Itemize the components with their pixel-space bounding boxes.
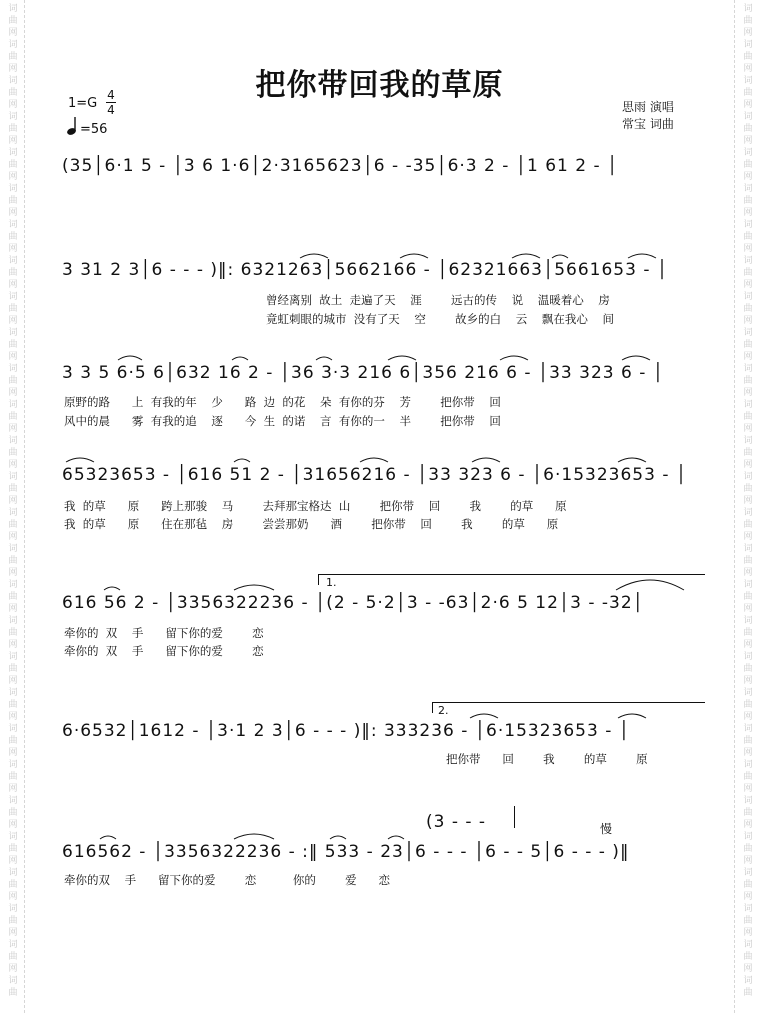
watermark-char: 词 [743, 508, 753, 518]
watermark-char: 词 [8, 76, 18, 86]
watermark-char: 曲 [8, 700, 18, 710]
slur [330, 836, 346, 839]
score-line-4: 65323653 - │616 51 2 - │31656216 - │33 323 6 - │6·15323653 - │ [62, 465, 688, 485]
watermark-char: 词 [8, 4, 18, 14]
watermark-char: 网 [743, 676, 753, 686]
watermark-char: 词 [8, 904, 18, 914]
watermark-char: 网 [8, 532, 18, 542]
watermark-char: 词 [8, 976, 18, 986]
watermark-char: 曲 [743, 700, 753, 710]
watermark-char: 网 [8, 640, 18, 650]
watermark-char: 词 [743, 868, 753, 878]
watermark-char: 网 [8, 784, 18, 794]
watermark-char: 词 [743, 328, 753, 338]
slur [512, 254, 540, 258]
watermark-char: 网 [8, 388, 18, 398]
slur [628, 254, 656, 258]
watermark-char: 曲 [8, 124, 18, 134]
watermark-char: 网 [743, 352, 753, 362]
watermark-char: 曲 [743, 772, 753, 782]
key-signature: 1=G [68, 96, 98, 111]
watermark-char: 词 [743, 796, 753, 806]
slur [66, 458, 94, 462]
watermark-char: 曲 [8, 304, 18, 314]
watermark-char: 曲 [8, 988, 18, 998]
upper-voice-notes: (3 - - - [426, 812, 487, 832]
watermark-char: 网 [8, 244, 18, 254]
slur [470, 714, 498, 718]
watermark-char: 曲 [743, 664, 753, 674]
watermark-char: 词 [8, 724, 18, 734]
watermark-char: 网 [8, 316, 18, 326]
watermark-char: 曲 [8, 232, 18, 242]
slur [388, 836, 404, 839]
watermark-char: 网 [743, 460, 753, 470]
watermark-char: 曲 [743, 232, 753, 242]
watermark-char: 词 [8, 328, 18, 338]
watermark-char: 词 [743, 652, 753, 662]
watermark-char: 词 [8, 40, 18, 50]
watermark-char: 词 [743, 544, 753, 554]
watermark-char: 曲 [743, 520, 753, 530]
watermark-char: 曲 [8, 448, 18, 458]
watermark-char: 网 [743, 640, 753, 650]
watermark-char: 网 [8, 892, 18, 902]
watermark-char: 网 [8, 676, 18, 686]
watermark-char: 网 [8, 136, 18, 146]
slur [234, 459, 250, 462]
watermark-char: 网 [8, 208, 18, 218]
watermark-char: 曲 [8, 844, 18, 854]
watermark-char: 网 [743, 928, 753, 938]
watermark-char: 曲 [743, 952, 753, 962]
lyrics-line-4-verse-1: 我 的草 原 跨上那骏 马 去拜那宝格达 山 把你带 回 我 的草 原 [64, 499, 567, 513]
lyrics-line-5-verse-1: 牵你的 双 手 留下你的爱 恋 [64, 626, 264, 640]
watermark-char: 曲 [743, 556, 753, 566]
watermark-char: 网 [8, 28, 18, 38]
watermark-char: 网 [743, 892, 753, 902]
watermark-char: 网 [743, 280, 753, 290]
slur [300, 254, 328, 258]
watermark-char: 词 [743, 472, 753, 482]
watermark-char: 曲 [8, 376, 18, 386]
watermark-char: 词 [8, 580, 18, 590]
watermark-char: 网 [743, 424, 753, 434]
slur [360, 458, 388, 462]
score-line-3: 3 3 5 6·5 6│632 16 2 - │36 3·3 216 6│356 216 6 - │33 323 6 - │ [62, 363, 664, 383]
watermark-char: 曲 [743, 340, 753, 350]
watermark-char: 网 [8, 856, 18, 866]
watermark-char: 网 [8, 496, 18, 506]
watermark-char: 词 [8, 508, 18, 518]
watermark-char: 网 [743, 244, 753, 254]
slur [472, 458, 500, 462]
score-line-1: (35│6·1 5 - │3 6 1·6│2·3165623│6 - -35│6·3 2 - │1 61 2 - │ [62, 156, 619, 176]
watermark-char: 网 [743, 172, 753, 182]
watermark-char: 网 [8, 280, 18, 290]
watermark-char: 曲 [8, 880, 18, 890]
watermark-char: 曲 [8, 952, 18, 962]
watermark-char: 词 [8, 112, 18, 122]
slur [400, 254, 428, 258]
watermark-char: 词 [8, 616, 18, 626]
watermark-char: 曲 [743, 988, 753, 998]
watermark-char: 词 [743, 76, 753, 86]
watermark-char: 曲 [743, 376, 753, 386]
watermark-char: 曲 [743, 304, 753, 314]
watermark-char: 词 [8, 400, 18, 410]
watermark-char: 词 [8, 544, 18, 554]
watermark-char: 词 [743, 112, 753, 122]
watermark-char: 曲 [743, 808, 753, 818]
slur [118, 356, 142, 360]
watermark-char: 曲 [743, 880, 753, 890]
watermark-char: 曲 [8, 16, 18, 26]
watermark-char: 网 [8, 100, 18, 110]
score-line-2: 3 31 2 3│6 - - - )‖: 6321263│5662166 - │62321663│5661653 - │ [62, 260, 669, 280]
watermark-char: 网 [743, 964, 753, 974]
watermark-char: 曲 [743, 16, 753, 26]
slur [616, 580, 684, 590]
watermark-char: 网 [743, 496, 753, 506]
slur [618, 458, 646, 462]
time-signature-top: 4 [107, 88, 115, 102]
watermark-char: 词 [8, 364, 18, 374]
watermark-char: 词 [743, 832, 753, 842]
watermark-char: 曲 [743, 268, 753, 278]
lyrics-line-3-verse-1: 原野的路 上 有我的年 少 路 边 的花 朵 有你的芬 芳 把你带 回 [64, 395, 501, 409]
watermark-char: 词 [8, 940, 18, 950]
watermark-char: 词 [8, 796, 18, 806]
watermark-char: 词 [743, 40, 753, 50]
watermark-char: 网 [743, 820, 753, 830]
watermark-char: 网 [743, 532, 753, 542]
watermark-char: 曲 [743, 412, 753, 422]
watermark-char: 词 [8, 256, 18, 266]
score-line-7: 616562 - │3356322236 - :‖ 533 - 23│6 - - - │6 - - 5│6 - - - )‖ [62, 842, 630, 862]
watermark-char: 词 [743, 148, 753, 158]
watermark-char: 网 [8, 964, 18, 974]
watermark-char: 曲 [743, 124, 753, 134]
singer-credit: 思雨 演唱 [622, 100, 674, 114]
watermark-char: 曲 [743, 160, 753, 170]
watermark-char: 词 [8, 760, 18, 770]
slur [316, 357, 332, 360]
lyrics-line-4-verse-2: 我 的草 原 住在那毡 房 尝尝那奶 酒 把你带 回 我 的草 原 [64, 517, 559, 531]
watermark-char: 曲 [8, 592, 18, 602]
watermark-char: 曲 [743, 196, 753, 206]
lyrics-line-7: 牵你的双 手 留下你的爱 恋 你的 爱 恋 [64, 873, 391, 887]
watermark-char: 词 [743, 940, 753, 950]
watermark-char: 词 [743, 184, 753, 194]
watermark-char: 网 [8, 352, 18, 362]
watermark-char: 曲 [8, 916, 18, 926]
watermark-char: 词 [8, 472, 18, 482]
watermark-char: 词 [743, 688, 753, 698]
watermark-char: 曲 [743, 88, 753, 98]
watermark-char: 词 [743, 436, 753, 446]
watermark-char: 词 [8, 832, 18, 842]
watermark-char: 网 [743, 208, 753, 218]
watermark-char: 词 [8, 436, 18, 446]
watermark-char: 曲 [743, 592, 753, 602]
time-signature-bottom: 4 [107, 103, 115, 117]
watermark-char: 网 [743, 604, 753, 614]
watermark-char: 词 [8, 148, 18, 158]
watermark-char: 网 [8, 64, 18, 74]
watermark-char: 曲 [8, 412, 18, 422]
watermark-char: 网 [8, 928, 18, 938]
watermark-char: 曲 [8, 736, 18, 746]
watermark-char: 曲 [8, 160, 18, 170]
watermark-char: 词 [743, 724, 753, 734]
watermark-char: 曲 [8, 772, 18, 782]
watermark-char: 词 [743, 220, 753, 230]
slur [100, 836, 116, 839]
watermark-char: 词 [8, 868, 18, 878]
volta-label-1: 1. [326, 576, 337, 589]
watermark-char: 词 [743, 904, 753, 914]
watermark-char: 词 [8, 184, 18, 194]
watermark-char: 网 [8, 820, 18, 830]
tempo: =56 [80, 122, 108, 137]
watermark-char: 网 [8, 460, 18, 470]
watermark-char: 曲 [743, 916, 753, 926]
volta-label-2: 2. [438, 704, 449, 717]
watermark-char: 曲 [743, 484, 753, 494]
watermark-char: 网 [743, 712, 753, 722]
lyrics-line-3-verse-2: 风中的晨 雾 有我的追 逐 今 生 的诺 言 有你的一 半 把你带 回 [64, 414, 501, 428]
slur [618, 714, 646, 718]
watermark-char: 曲 [8, 664, 18, 674]
watermark-char: 网 [743, 316, 753, 326]
slur [232, 357, 248, 360]
watermark-char: 网 [8, 604, 18, 614]
watermark-char: 网 [743, 100, 753, 110]
watermark-char: 曲 [8, 628, 18, 638]
lyrics-line-6: 把你带 回 我 的草 原 [446, 752, 648, 766]
watermark-char: 曲 [743, 52, 753, 62]
lyrics-line-2-verse-1: 曾经离别 故土 走遍了天 涯 远古的传 说 温暖着心 房 [266, 293, 610, 307]
watermark-char: 词 [743, 292, 753, 302]
watermark-char: 网 [743, 136, 753, 146]
slur [388, 356, 416, 360]
watermark-char: 曲 [8, 88, 18, 98]
lyrics-line-5-verse-2: 牵你的 双 手 留下你的爱 恋 [64, 644, 264, 658]
watermark-char: 曲 [8, 340, 18, 350]
watermark-char: 词 [743, 256, 753, 266]
song-title: 把你带回我的草原 [255, 68, 504, 103]
watermark-char: 词 [743, 364, 753, 374]
score-line-6: 6·6532│1612 - │3·1 2 3│6 - - - )‖: 333236 - │6·15323653 - │ [62, 721, 630, 741]
watermark-char: 曲 [8, 520, 18, 530]
slur [552, 255, 568, 258]
watermark-char: 网 [743, 784, 753, 794]
watermark-char: 曲 [8, 268, 18, 278]
watermark-char: 网 [743, 568, 753, 578]
watermark-char: 曲 [743, 628, 753, 638]
watermark-char: 网 [8, 424, 18, 434]
watermark-char: 曲 [8, 556, 18, 566]
watermark-char: 词 [8, 652, 18, 662]
watermark-char: 词 [743, 400, 753, 410]
slur [234, 834, 274, 839]
watermark-char: 网 [8, 172, 18, 182]
watermark-char: 网 [8, 748, 18, 758]
watermark-char: 词 [743, 760, 753, 770]
watermark-char: 词 [743, 580, 753, 590]
watermark-char: 曲 [743, 448, 753, 458]
watermark-char: 词 [743, 616, 753, 626]
watermark-char: 网 [8, 712, 18, 722]
watermark-char: 网 [743, 856, 753, 866]
watermark-char: 网 [8, 568, 18, 578]
watermark-char: 词 [8, 292, 18, 302]
watermark-char: 曲 [743, 736, 753, 746]
watermark-char: 曲 [8, 808, 18, 818]
tempo-mark-slow: 慢 [600, 822, 613, 836]
watermark-char: 网 [743, 64, 753, 74]
lyrics-line-2-verse-2: 竟虹刺眼的城市 没有了天 空 故乡的白 云 飘在我心 间 [266, 312, 615, 326]
score-line-5: 616 56 2 - │3356322236 - │(2 - 5·2│3 - -63│2·6 5 12│3 - -32│ [62, 593, 644, 613]
watermark-char: 词 [743, 4, 753, 14]
watermark-char: 词 [8, 688, 18, 698]
watermark-char: 网 [743, 388, 753, 398]
slur [622, 356, 650, 360]
watermark-char: 曲 [8, 484, 18, 494]
watermark-char: 曲 [743, 844, 753, 854]
slur [234, 585, 274, 590]
watermark-char: 词 [8, 220, 18, 230]
author-credit: 常宝 词曲 [622, 117, 674, 131]
watermark-char: 曲 [8, 196, 18, 206]
slur [104, 587, 120, 590]
slur [500, 356, 528, 360]
watermark-char: 网 [743, 748, 753, 758]
watermark-char: 词 [743, 976, 753, 986]
watermark-char: 网 [743, 28, 753, 38]
watermark-char: 曲 [8, 52, 18, 62]
